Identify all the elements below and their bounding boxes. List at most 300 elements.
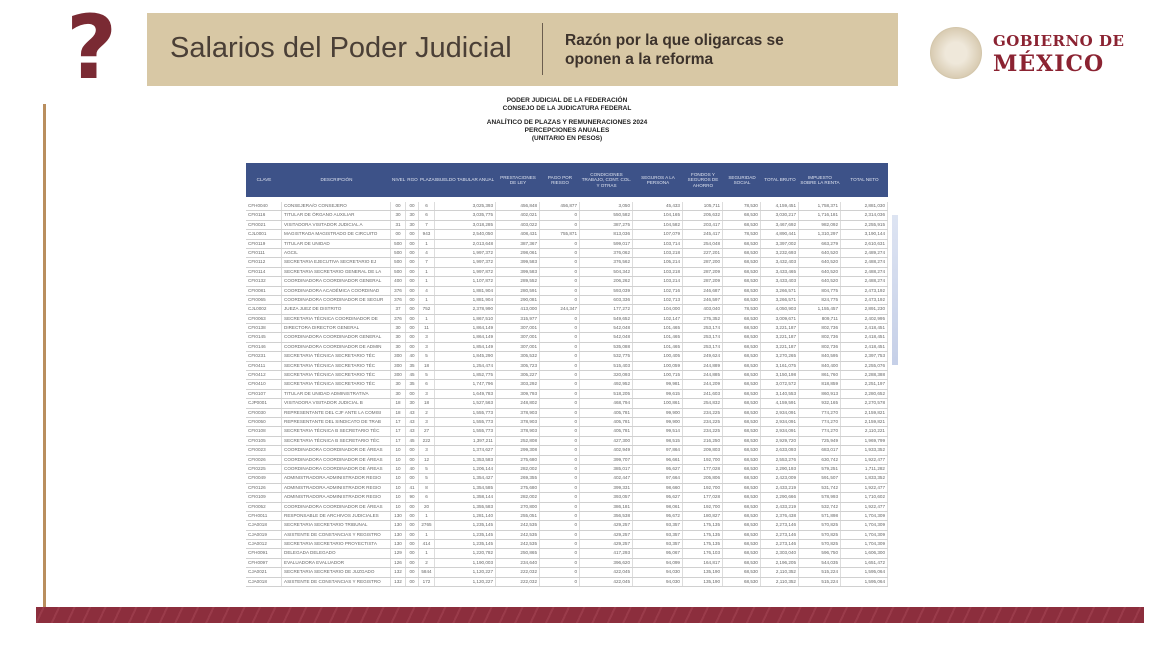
table-cell: 399,583 xyxy=(496,268,540,276)
table-cell: 3 xyxy=(419,418,435,426)
logo-line1: GOBIERNO DE xyxy=(993,32,1125,50)
doc-line5: (UNITARIO EN PESOS) xyxy=(531,135,603,142)
table-cell: SECRETARIA TÉCNICA COORDINADOR DE xyxy=(282,315,391,323)
table-cell: 234,640 xyxy=(496,559,540,567)
table-cell: 102,716 xyxy=(633,287,683,295)
table-cell: SECRETARIA SECRETARIO PROYECTISTA xyxy=(282,540,391,548)
table-body xyxy=(246,202,888,587)
table-cell: 1,710,602 xyxy=(841,493,888,501)
table-cell: 725,949 xyxy=(799,437,841,445)
table-cell: 755,871 xyxy=(540,230,580,238)
table-cell: 2,273,146 xyxy=(761,531,799,539)
table-cell: CFH0040 xyxy=(246,202,282,210)
gobierno-logo xyxy=(993,32,1124,77)
table-cell: 253,174 xyxy=(683,324,723,332)
table-cell: 2,553,276 xyxy=(761,456,799,464)
table-cell: DIRECTORA DIRECTOR GENERAL xyxy=(282,324,391,332)
table-row xyxy=(246,409,888,418)
table-cell: 2765 xyxy=(419,521,435,529)
table-cell: 10 xyxy=(391,456,406,464)
table-cell: 244,889 xyxy=(683,362,723,370)
table-cell: 0 xyxy=(540,531,580,539)
table-cell: 68,530 xyxy=(723,324,761,332)
table-cell: 18 xyxy=(419,399,435,407)
table-cell: 2,159,821 xyxy=(841,418,888,426)
table-cell: SECRETARIA SECRETARIO TRIBUNAL xyxy=(282,521,391,529)
table-cell: 130 xyxy=(391,531,406,539)
table-cell: 103,218 xyxy=(633,268,683,276)
table-cell: 535,088 xyxy=(580,343,633,351)
table-cell: 7 xyxy=(419,221,435,229)
table-cell: 30 xyxy=(391,380,406,388)
table-cell: 1 xyxy=(419,268,435,276)
table-cell: 97,664 xyxy=(633,474,683,482)
table-cell: CFI0225 xyxy=(246,465,282,473)
table-cell: 175,135 xyxy=(683,521,723,529)
table-row xyxy=(246,202,888,211)
table-cell: 3,150,198 xyxy=(761,371,799,379)
table-cell: 393,057 xyxy=(580,493,633,501)
table-row xyxy=(246,324,888,333)
table-cell: CFI0052 xyxy=(246,503,282,511)
table-cell: 3,221,187 xyxy=(761,324,799,332)
table-cell: 78,530 xyxy=(723,230,761,238)
table-cell: 1,595,064 xyxy=(841,568,888,576)
table-cell: 103,714 xyxy=(633,240,683,248)
table-row xyxy=(246,437,888,446)
table-cell: 1,374,627 xyxy=(435,446,496,454)
table-cell: 68,530 xyxy=(723,568,761,576)
table-cell: 68,530 xyxy=(723,352,761,360)
table-cell: 2,290,666 xyxy=(761,493,799,501)
table-cell: 0 xyxy=(540,427,580,435)
table-cell: CFI0412 xyxy=(246,371,282,379)
table-cell: 00 xyxy=(406,390,419,398)
table-cell: 1,864,149 xyxy=(435,333,496,341)
table-cell: 1,704,309 xyxy=(841,531,888,539)
table-row xyxy=(246,399,888,408)
table-cell: 2,540,050 xyxy=(435,230,496,238)
table-cell: 2,273,146 xyxy=(761,540,799,548)
table-cell: 18 xyxy=(391,399,406,407)
table-cell: 100,715 xyxy=(633,371,683,379)
table-cell: 500 xyxy=(391,258,406,266)
table-cell: 2,934,091 xyxy=(761,418,799,426)
table-cell: 2,473,192 xyxy=(841,296,888,304)
table-cell: 35 xyxy=(406,362,419,370)
table-row xyxy=(246,315,888,324)
table-cell: 6 xyxy=(419,380,435,388)
table-cell: 0 xyxy=(540,343,580,351)
table-cell: 68,530 xyxy=(723,493,761,501)
table-cell: 287,209 xyxy=(683,277,723,285)
table-cell: 1 xyxy=(419,531,435,539)
table-cell: CFH0011 xyxy=(246,512,282,520)
table-cell: 1,353,583 xyxy=(435,456,496,464)
table-cell: 0 xyxy=(540,315,580,323)
table-row xyxy=(246,258,888,267)
table-cell: 93,357 xyxy=(633,540,683,548)
table-cell: 1,747,796 xyxy=(435,380,496,388)
table-cell: 37 xyxy=(391,305,406,313)
table-cell: 130 xyxy=(391,540,406,548)
table-cell: 68,530 xyxy=(723,409,761,417)
decorative-line xyxy=(43,104,46,622)
table-cell: 3 xyxy=(419,446,435,454)
table-cell: 1,933,352 xyxy=(841,446,888,454)
table-cell: 3,190,144 xyxy=(841,230,888,238)
table-cell: 1,527,563 xyxy=(435,399,496,407)
table-cell: 2,633,093 xyxy=(761,446,799,454)
table-cell: 356,538 xyxy=(580,512,633,520)
table-cell: 385,017 xyxy=(580,465,633,473)
table-cell: 99,615 xyxy=(633,390,683,398)
table-cell: 18 xyxy=(419,362,435,370)
table-cell: 0 xyxy=(540,249,580,257)
table-cell: 4,890,441 xyxy=(761,230,799,238)
table-cell: 244,885 xyxy=(683,371,723,379)
table-cell: 640,520 xyxy=(799,258,841,266)
table-cell: 860,913 xyxy=(799,390,841,398)
table-cell: CFI0081 xyxy=(246,287,282,295)
table-cell: 2,270,578 xyxy=(841,399,888,407)
table-cell: 544,035 xyxy=(799,559,841,567)
table-cell: 596,750 xyxy=(799,549,841,557)
table-cell: 2,255,915 xyxy=(841,221,888,229)
table-cell: 94,030 xyxy=(633,578,683,586)
table-cell: 95,627 xyxy=(633,465,683,473)
table-cell: 241,603 xyxy=(683,390,723,398)
table-cell: 2,376,438 xyxy=(761,512,799,520)
table-cell: 227,201 xyxy=(683,249,723,257)
table-cell: 376 xyxy=(391,287,406,295)
table-cell: COORDINADORA COORDINADOR DE ADMIN xyxy=(282,343,391,351)
table-cell: 570,825 xyxy=(799,540,841,548)
table-cell: 00 xyxy=(406,559,419,567)
table-cell: 300 xyxy=(391,352,406,360)
table-cell: 3,050 xyxy=(580,202,633,210)
table-cell: 11 xyxy=(419,324,435,332)
table-cell: 222,032 xyxy=(496,578,540,586)
table-cell: 4 xyxy=(419,249,435,257)
table-row xyxy=(246,268,888,277)
table-cell: 840,400 xyxy=(799,362,841,370)
table-row xyxy=(246,371,888,380)
table-cell: 402,021 xyxy=(496,211,540,219)
table-cell: 3,433,465 xyxy=(761,268,799,276)
table-row xyxy=(246,540,888,549)
table-cell: 417,293 xyxy=(580,549,633,557)
table-cell: CFI0021 xyxy=(246,221,282,229)
table-cell: 68,530 xyxy=(723,390,761,398)
table-row xyxy=(246,277,888,286)
table-cell: 774,270 xyxy=(799,427,841,435)
table-cell: 68,530 xyxy=(723,343,761,351)
table-cell: 0 xyxy=(540,484,580,492)
table-cell: 802,736 xyxy=(799,333,841,341)
table-cell: 30 xyxy=(391,333,406,341)
table-cell: 282,002 xyxy=(496,465,540,473)
question-mark-icon: ? xyxy=(66,0,118,99)
column-header: CLAVE xyxy=(256,177,272,183)
table-cell: 1,845,290 xyxy=(435,352,496,360)
table-cell: MAGISTRADA MAGISTRADO DE CIRCUITO xyxy=(282,230,391,238)
table-cell: 1,220,782 xyxy=(435,549,496,557)
table-cell: CFH0091 xyxy=(246,549,282,557)
table-cell: 43 xyxy=(406,409,419,417)
table-cell: 78,530 xyxy=(723,202,761,210)
table-cell: 68,530 xyxy=(723,521,761,529)
table-cell: 2,378,990 xyxy=(435,305,496,313)
table-cell: ASISTENTE DE CONSTANCIAS Y REGISTRO xyxy=(282,531,391,539)
table-cell: 802,736 xyxy=(799,343,841,351)
table-cell: 0 xyxy=(540,352,580,360)
table-cell: 1,833,352 xyxy=(841,474,888,482)
table-cell: 00 xyxy=(406,568,419,576)
table-cell: 98,061 xyxy=(633,503,683,511)
table-cell: 1,107,872 xyxy=(435,277,496,285)
table-cell: 45 xyxy=(406,437,419,445)
table-cell: 175,135 xyxy=(683,540,723,548)
table-cell: 376 xyxy=(391,296,406,304)
table-cell: 172 xyxy=(419,578,435,586)
table-cell: 30 xyxy=(391,211,406,219)
table-row xyxy=(246,503,888,512)
table-cell: 429,257 xyxy=(580,521,633,529)
table-cell: 299,308 xyxy=(496,446,540,454)
table-cell: 253,174 xyxy=(683,333,723,341)
table-cell: 35 xyxy=(406,380,419,388)
table-cell: 68,530 xyxy=(723,258,761,266)
table-cell: 7 xyxy=(419,258,435,266)
table-cell: 378,903 xyxy=(496,427,540,435)
table-cell: 2,290,193 xyxy=(761,465,799,473)
table-cell: ADMINISTRADORA ADMINISTRADOR REGIO xyxy=(282,474,391,482)
table-cell: 2,110,221 xyxy=(841,427,888,435)
table-cell: 2,423,009 xyxy=(761,474,799,482)
table-cell: 2,402,995 xyxy=(841,315,888,323)
table-cell: CFI0119 xyxy=(246,240,282,248)
table-cell: 101,465 xyxy=(633,333,683,341)
table-cell: 752 xyxy=(419,305,435,313)
table-cell: 245,417 xyxy=(683,230,723,238)
table-cell: 3,467,692 xyxy=(761,221,799,229)
table-cell: 405,781 xyxy=(580,427,633,435)
table-cell: 0 xyxy=(540,362,580,370)
table-cell: JUEZA JUEZ DE DISTRITO xyxy=(282,305,391,313)
table-cell: 95,067 xyxy=(633,549,683,557)
table-row xyxy=(246,221,888,230)
column-header: FONDOS Y SEGUROS DE AHORRO xyxy=(687,171,719,188)
table-cell: 5 xyxy=(419,352,435,360)
table-cell: 2,473,192 xyxy=(841,287,888,295)
table-row xyxy=(246,305,888,314)
column-header: CONDICIONES TRABAJO, CONT. COL. Y OTRAS xyxy=(581,171,632,188)
table-cell: 0 xyxy=(540,512,580,520)
table-cell: 320,093 xyxy=(580,371,633,379)
table-cell: 571,898 xyxy=(799,512,841,520)
table-cell: 0 xyxy=(540,474,580,482)
table-cell: 531,742 xyxy=(799,484,841,492)
table-cell: 414 xyxy=(419,540,435,548)
table-cell: 1,854,149 xyxy=(435,343,496,351)
table-cell: 68,530 xyxy=(723,559,761,567)
table-cell: 68,530 xyxy=(723,549,761,557)
table-row xyxy=(246,418,888,427)
slide-subtitle: Razón por la que oligarcas se oponen a la reforma xyxy=(565,32,784,68)
table-cell: 813,036 xyxy=(580,230,633,238)
table-cell: 309,793 xyxy=(496,390,540,398)
table-cell: 192,700 xyxy=(683,503,723,511)
table-cell: 3,072,572 xyxy=(761,380,799,388)
table-cell: 00 xyxy=(406,531,419,539)
table-cell: VISITADORA VISITADOR JUDICIAL A xyxy=(282,221,391,229)
salary-table xyxy=(246,163,888,587)
table-cell: 99,900 xyxy=(633,418,683,426)
table-cell: 00 xyxy=(406,202,419,210)
table-cell: ASISTENTE DE CONSTANCIAS Y REGISTRO xyxy=(282,578,391,586)
table-cell: 1,997,372 xyxy=(435,258,496,266)
table-cell: 578,993 xyxy=(799,493,841,501)
table-cell: CFI0050 xyxy=(246,418,282,426)
table-cell: CFI0126 xyxy=(246,484,282,492)
table-cell: 504,342 xyxy=(580,268,633,276)
table-cell: 94,030 xyxy=(633,568,683,576)
table-cell: 630,742 xyxy=(799,456,841,464)
table-cell: 500 xyxy=(391,249,406,257)
table-header xyxy=(246,163,888,197)
column-header: TOTAL NETO xyxy=(850,177,879,183)
table-row xyxy=(246,343,888,352)
table-cell: 10 xyxy=(391,446,406,454)
table-row xyxy=(246,559,888,568)
table-cell: 1,254,474 xyxy=(435,362,496,370)
table-cell: 216,250 xyxy=(683,437,723,445)
table-cell: 68,530 xyxy=(723,277,761,285)
table-cell: 2,314,036 xyxy=(841,211,888,219)
table-row xyxy=(246,427,888,436)
table-cell: 95,627 xyxy=(633,493,683,501)
table-cell: 1,922,477 xyxy=(841,503,888,511)
table-cell: 1,595,064 xyxy=(841,578,888,586)
table-cell: 3,433,403 xyxy=(761,277,799,285)
table-cell: 3,397,002 xyxy=(761,240,799,248)
footer-band xyxy=(36,607,1144,623)
table-cell: 0 xyxy=(540,456,580,464)
table-cell: 2,610,631 xyxy=(841,240,888,248)
table-cell: CFI0411 xyxy=(246,362,282,370)
column-header: SEGUROS A LA PERSONA xyxy=(641,174,675,185)
table-cell: CONSEJERA/O CONSEJERO xyxy=(282,202,391,210)
table-cell: 222,032 xyxy=(496,568,540,576)
table-cell: 3,232,693 xyxy=(761,249,799,257)
table-cell: 429,257 xyxy=(580,540,633,548)
table-cell: 00 xyxy=(406,512,419,520)
table-cell: 17 xyxy=(391,418,406,426)
table-cell: 1,120,227 xyxy=(435,578,496,586)
table-cell: 0 xyxy=(540,437,580,445)
table-cell: 1,704,309 xyxy=(841,540,888,548)
table-cell: 300 xyxy=(391,362,406,370)
table-cell: 376 xyxy=(391,315,406,323)
table-cell: 0 xyxy=(540,521,580,529)
table-cell: 1,649,783 xyxy=(435,390,496,398)
table-cell: 0 xyxy=(540,568,580,576)
table-cell: 3,266,571 xyxy=(761,296,799,304)
table-cell: 1 xyxy=(419,315,435,323)
table-cell: 2,488,274 xyxy=(841,268,888,276)
table-cell: 68,530 xyxy=(723,540,761,548)
table-cell: 1,922,477 xyxy=(841,456,888,464)
table-cell: CFI0023 xyxy=(246,446,282,454)
table-cell: 1,867,510 xyxy=(435,315,496,323)
table-cell: 0 xyxy=(540,390,580,398)
table-cell: 206,262 xyxy=(580,277,633,285)
table-cell: TITULAR DE ÓRGANO AUXILIAR xyxy=(282,211,391,219)
table-cell: 290,081 xyxy=(496,296,540,304)
table-cell: 129 xyxy=(391,549,406,557)
table-cell: 177,028 xyxy=(683,465,723,473)
table-row xyxy=(246,484,888,493)
table-cell: 2,934,091 xyxy=(761,427,799,435)
table-cell: 861,760 xyxy=(799,371,841,379)
table-cell: 2 xyxy=(419,409,435,417)
table-cell: 387,367 xyxy=(496,240,540,248)
table-cell: 305,723 xyxy=(496,362,540,370)
table-cell: 0 xyxy=(540,493,580,501)
table-cell: 68,530 xyxy=(723,221,761,229)
table-cell: 105,214 xyxy=(633,258,683,266)
table-cell: CJL0001 xyxy=(246,230,282,238)
column-header: SUELDO TABULAR ANUAL xyxy=(436,177,495,183)
table-row xyxy=(246,211,888,220)
table-cell: 248,802 xyxy=(496,399,540,407)
table-row xyxy=(246,531,888,540)
table-cell: 1,354,585 xyxy=(435,484,496,492)
table-cell: 275,352 xyxy=(683,315,723,323)
table-cell: 6 xyxy=(419,493,435,501)
table-cell: 2,013,648 xyxy=(435,240,496,248)
table-cell: 164,817 xyxy=(683,559,723,567)
table-cell: 422,045 xyxy=(580,568,633,576)
table-cell: 303,292 xyxy=(496,380,540,388)
table-cell: 0 xyxy=(540,371,580,379)
table-cell: 6 xyxy=(419,211,435,219)
table-cell: 500 xyxy=(391,268,406,276)
table-cell: 20 xyxy=(419,503,435,511)
table-cell: 68,530 xyxy=(723,578,761,586)
table-cell: 00 xyxy=(406,578,419,586)
table-cell: 840,595 xyxy=(799,352,841,360)
table-cell: 1 xyxy=(419,512,435,520)
table-cell: 1,997,372 xyxy=(435,249,496,257)
table-cell: 515,224 xyxy=(799,578,841,586)
table-cell: 2,418,451 xyxy=(841,324,888,332)
table-cell: 68,530 xyxy=(723,249,761,257)
table-cell: 270,800 xyxy=(496,503,540,511)
table-cell: 943 xyxy=(419,230,435,238)
table-cell: 1 xyxy=(419,277,435,285)
table-cell: 10 xyxy=(391,484,406,492)
table-cell: 1,555,773 xyxy=(435,409,496,417)
table-cell: 68,530 xyxy=(723,465,761,473)
table-cell: 10 xyxy=(391,503,406,511)
table-cell: 1,881,904 xyxy=(435,296,496,304)
table-cell: 663,279 xyxy=(799,240,841,248)
table-cell: 244,347 xyxy=(540,305,580,313)
table-cell: CFI0114 xyxy=(246,268,282,276)
table-row xyxy=(246,333,888,342)
